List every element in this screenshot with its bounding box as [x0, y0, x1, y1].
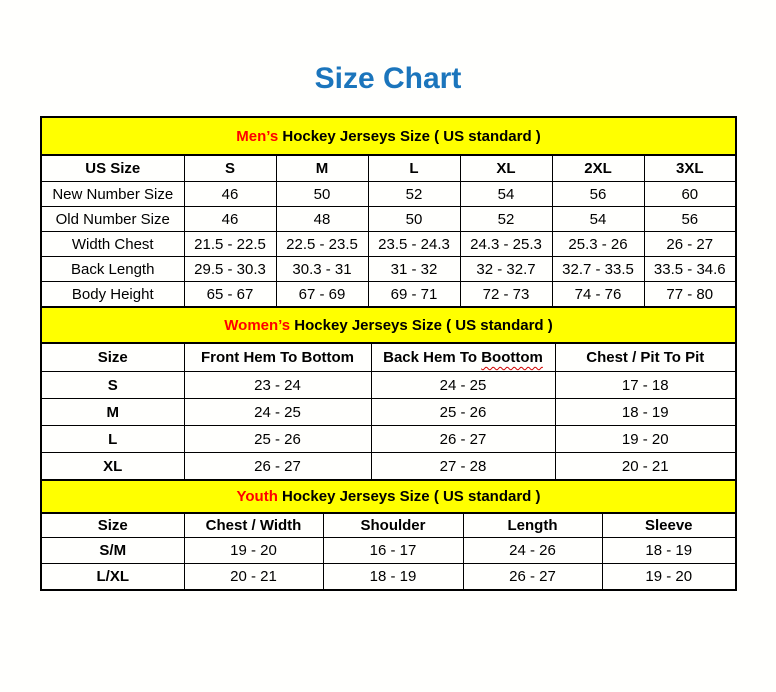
size-tables-container: [40, 116, 735, 591]
womens-table-body: [41, 307, 736, 480]
column-header-cell: Back Hem To Boottom: [371, 343, 555, 372]
value-cell: 33.5 - 34.6: [644, 257, 736, 282]
value-cell: 56: [552, 182, 644, 207]
youth-table-body: [41, 480, 736, 590]
value-cell: 18 - 19: [555, 399, 736, 426]
youth-banner-text: Hockey Jerseys Size ( US standard ): [277, 488, 541, 505]
value-cell: 48: [276, 207, 368, 232]
row-label-cell: S: [41, 372, 184, 399]
value-cell: 24.3 - 25.3: [460, 232, 552, 257]
row-label-cell: Old Number Size: [41, 207, 184, 232]
value-cell: 17 - 18: [555, 372, 736, 399]
row-label-cell: L: [41, 426, 184, 453]
row-label-cell: L/XL: [41, 564, 184, 591]
women-banner-text: Hockey Jerseys Size ( US standard ): [290, 316, 553, 334]
value-cell: 24 - 25: [371, 372, 555, 399]
value-cell: 77 - 80: [644, 282, 736, 308]
value-cell: 20 - 21: [555, 453, 736, 481]
row-label-cell: M: [41, 399, 184, 426]
value-cell: 26 - 27: [184, 453, 371, 481]
table-row: [41, 207, 736, 232]
women-banner-row: [41, 307, 736, 343]
row-label-cell: New Number Size: [41, 182, 184, 207]
value-cell: 23 - 24: [184, 372, 371, 399]
value-cell: 32.7 - 33.5: [552, 257, 644, 282]
value-cell: 52: [368, 182, 460, 207]
table-row: [41, 257, 736, 282]
value-cell: 60: [644, 182, 736, 207]
value-cell: 65 - 67: [184, 282, 276, 308]
table-row: [41, 538, 736, 564]
value-cell: 26 - 27: [371, 426, 555, 453]
mens-table-body: [41, 117, 736, 307]
value-cell: 23.5 - 24.3: [368, 232, 460, 257]
value-cell: 24 - 25: [184, 399, 371, 426]
table-row: [41, 399, 736, 426]
value-cell: 67 - 69: [276, 282, 368, 308]
value-cell: 30.3 - 31: [276, 257, 368, 282]
column-header-cell: US Size: [41, 155, 184, 182]
value-cell: 29.5 - 30.3: [184, 257, 276, 282]
value-cell: 24 - 26: [463, 538, 602, 564]
value-cell: 50: [368, 207, 460, 232]
table-row: [41, 453, 736, 481]
value-cell: 19 - 20: [184, 538, 323, 564]
value-cell: 46: [184, 207, 276, 232]
value-cell: 18 - 19: [323, 564, 463, 591]
value-cell: 16 - 17: [323, 538, 463, 564]
value-cell: 54: [460, 182, 552, 207]
value-cell: 54: [552, 207, 644, 232]
men-banner-highlight: Men’s: [236, 127, 279, 145]
youth-banner-highlight: Youth: [236, 488, 278, 505]
women-banner-highlight: Women’s: [224, 316, 291, 334]
column-header-cell: 3XL: [644, 155, 736, 182]
value-cell: 22.5 - 23.5: [276, 232, 368, 257]
men-header-row: [41, 155, 736, 182]
value-cell: 19 - 20: [555, 426, 736, 453]
column-header-cell: Shoulder: [323, 513, 463, 538]
column-header-cell: Chest / Width: [184, 513, 323, 538]
value-cell: 32 - 32.7: [460, 257, 552, 282]
youth-banner-row: [41, 480, 736, 513]
youth-size-table: [40, 479, 737, 591]
value-cell: 18 - 19: [602, 538, 736, 564]
row-label-cell: Body Height: [41, 282, 184, 308]
youth-section-banner: [41, 480, 736, 513]
column-header-cell: Length: [463, 513, 602, 538]
value-cell: 69 - 71: [368, 282, 460, 308]
women-header-row: [41, 343, 736, 372]
column-header-cell: Size: [41, 513, 184, 538]
table-row: [41, 232, 736, 257]
column-header-cell: Sleeve: [602, 513, 736, 538]
row-label-cell: S/M: [41, 538, 184, 564]
table-row: [41, 282, 736, 308]
value-cell: 26 - 27: [463, 564, 602, 591]
value-cell: 50: [276, 182, 368, 207]
youth-header-row: [41, 513, 736, 538]
value-cell: 56: [644, 207, 736, 232]
column-header-cell: Front Hem To Bottom: [184, 343, 371, 372]
value-cell: 52: [460, 207, 552, 232]
column-header-cell: Size: [41, 343, 184, 372]
column-header-cell: 2XL: [552, 155, 644, 182]
value-cell: 26 - 27: [644, 232, 736, 257]
table-row: [41, 372, 736, 399]
mens-size-table: [40, 116, 737, 308]
men-banner-text: Hockey Jerseys Size ( US standard ): [278, 127, 541, 145]
column-header-cell: L: [368, 155, 460, 182]
value-cell: 27 - 28: [371, 453, 555, 481]
row-label-cell: Width Chest: [41, 232, 184, 257]
value-cell: 21.5 - 22.5: [184, 232, 276, 257]
column-header-cell: XL: [460, 155, 552, 182]
value-cell: 31 - 32: [368, 257, 460, 282]
table-row: [41, 426, 736, 453]
value-cell: 74 - 76: [552, 282, 644, 308]
page-title: Size Chart: [314, 62, 462, 95]
womens-size-table: [40, 306, 737, 481]
men-banner-row: [41, 117, 736, 155]
value-cell: 72 - 73: [460, 282, 552, 308]
column-header-cell: M: [276, 155, 368, 182]
value-cell: 25 - 26: [184, 426, 371, 453]
value-cell: 25.3 - 26: [552, 232, 644, 257]
value-cell: 25 - 26: [371, 399, 555, 426]
table-row: [41, 564, 736, 591]
table-row: [41, 182, 736, 207]
value-cell: 20 - 21: [184, 564, 323, 591]
value-cell: 46: [184, 182, 276, 207]
column-header-cell: S: [184, 155, 276, 182]
row-label-cell: XL: [41, 453, 184, 481]
women-section-banner: [41, 307, 736, 343]
column-header-cell: Chest / Pit To Pit: [555, 343, 736, 372]
men-section-banner: [41, 117, 736, 155]
value-cell: 19 - 20: [602, 564, 736, 591]
misspelled-word: Boottom: [481, 349, 543, 366]
row-label-cell: Back Length: [41, 257, 184, 282]
